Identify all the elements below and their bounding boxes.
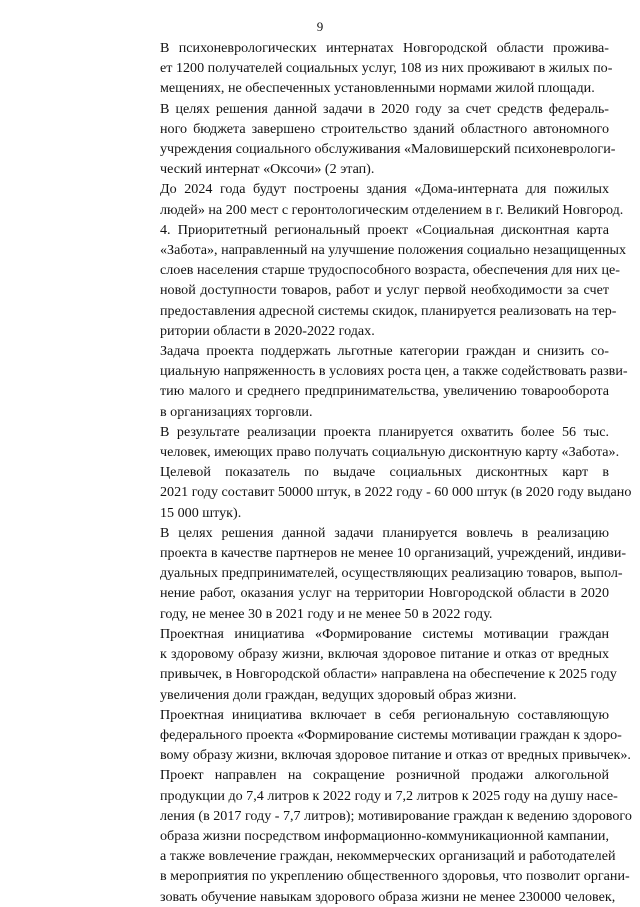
text-line: Целевой показатель по выдаче социальных дисконтных карт в <box>160 464 609 481</box>
text-line: До 2024 года будут построены здания «Дома-интерната для пожилых <box>160 181 609 198</box>
text-line: ного бюджета завершено строительство зданий областного автономного <box>160 120 609 137</box>
text-line: В целях решения данной задачи планируется вовлечь в реализацию <box>160 524 609 541</box>
text-line: новой доступности товаров, работ и услуг первой необходимости за счет <box>160 282 609 299</box>
text-line: дуальных предпринимателей, осуществляющих реализацию товаров, выпол- <box>160 565 623 582</box>
text-line: Проектная инициатива включает в себя региональную составляющую <box>160 706 609 723</box>
text-line: а также вовлечение граждан, некоммерческих организаций и работодателей <box>160 848 616 865</box>
text-line: вому образу жизни, включая здоровое питание и отказ от вредных привычек». <box>160 747 631 764</box>
text-line: ления (в 2017 году - 7,7 литров); мотивирование граждан к ведению здорового <box>160 807 632 824</box>
text-line: В целях решения данной задачи в 2020 году за счет средств федераль- <box>160 100 609 117</box>
text-line: ческий интернат «Оксочи» (2 этап). <box>160 161 375 178</box>
text-line: Задача проекта поддержать льготные категории граждан и снизить со- <box>160 343 609 360</box>
text-line: В результате реализации проекта планируется охватить более 56 тыс. <box>160 423 609 440</box>
paragraph <box>112 99 616 180</box>
text-line: увеличения доли граждан, ведущих здоровый образ жизни. <box>160 686 517 703</box>
text-line: году, не менее 30 в 2021 году и не менее 50 в 2022 году. <box>160 605 493 622</box>
text-line: продукции до 7,4 литров к 2022 году и 7,2 литров к 2025 году на душу насе- <box>160 787 618 804</box>
text-line: ет 1200 получателей социальных услуг, 108 из них проживают в жилых по- <box>160 60 613 77</box>
text-line: в организациях торговли. <box>160 403 313 420</box>
paragraph <box>112 179 624 219</box>
text-line: учреждения социального обслуживания «Маловишерский психоневрологи- <box>160 141 616 158</box>
text-line: циальную напряженность в условиях роста цен, а также содействовать разви- <box>160 363 628 380</box>
text-line: образа жизни посредством информационно-коммуникационной кампании, <box>160 827 609 844</box>
text-line: к здоровому образу жизни, включая здоровое питание и отказ от вредных <box>160 646 609 663</box>
text-line: в мероприятия по укреплению общественного здоровья, что позволит органи- <box>160 868 630 885</box>
page-number: 9 <box>316 19 324 34</box>
paragraph <box>112 422 620 462</box>
text-line: людей» на 200 мест с геронтологическим отделением в г. Великий Новгород. <box>160 201 624 218</box>
paragraph <box>112 341 628 422</box>
text-line: предоставления адресной системы скидок, планируется реализовать на тер- <box>160 302 617 319</box>
paragraph <box>112 765 632 906</box>
text-line: тию малого и среднего предпринимательства, увеличению товарооборота <box>160 383 609 400</box>
text-line: проекта в качестве партнеров не менее 10 организаций, учреждений, индиви- <box>160 545 627 562</box>
text-line: слоев населения старше трудоспособного возраста, обеспечения для них це- <box>160 262 620 279</box>
text-line: 4. Приоритетный региональный проект «Социальная дисконтная карта <box>160 221 609 238</box>
text-line: человек, имеющих право получать социальную дисконтную карту «Забота». <box>160 444 620 461</box>
paragraph <box>112 462 632 523</box>
text-line: 15 000 штук). <box>160 504 242 521</box>
text-line: нение работ, оказания услуг на территории Новгородской области в 2020 <box>160 585 609 602</box>
paragraph <box>112 220 627 341</box>
paragraph <box>112 624 617 705</box>
text-line: 2021 году составит 50000 штук, в 2022 году - 60 000 штук (в 2020 году выдано <box>160 484 632 501</box>
text-line: Проектная инициатива «Формирование системы мотивации граждан <box>160 625 609 642</box>
text-line: ритории области в 2020-2022 годах. <box>160 322 375 339</box>
text-line: мещениях, не обеспеченных установленными нормами жилой площади. <box>160 80 595 97</box>
body-text <box>112 38 632 907</box>
text-line: федерального проекта «Формирование системы мотивации граждан к здоро- <box>160 726 622 743</box>
text-line: «Забота», направленный на улучшение положения социально незащищенных <box>160 242 627 259</box>
text-line: В психоневрологических интернатах Новгородской области прожива- <box>160 40 609 56</box>
paragraph <box>112 38 613 99</box>
paragraph <box>112 705 631 766</box>
paragraph <box>112 523 627 624</box>
text-line: Проект направлен на сокращение розничной продажи алкогольной <box>160 767 609 784</box>
text-line: зовать обучение навыкам здорового образа жизни не менее 230000 человек, <box>160 888 616 905</box>
text-line: привычек, в Новгородской области» направлена на обеспечение к 2025 году <box>160 666 617 683</box>
